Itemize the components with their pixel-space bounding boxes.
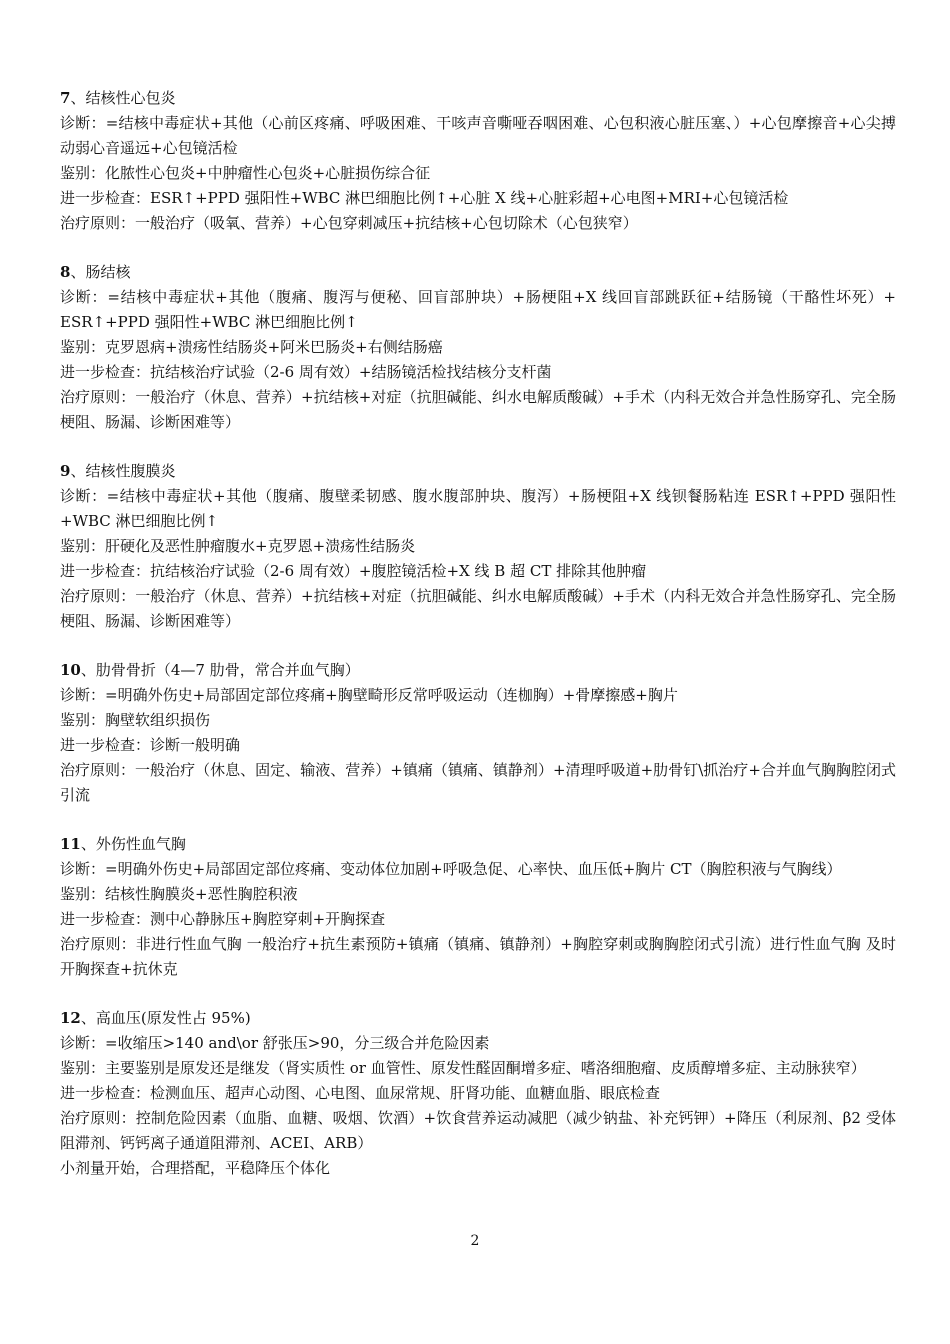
treatment-line: 治疗原则：一般治疗（休息、营养）+抗结核+对症（抗胆碱能、纠水电解质酸碱）+手术（内科无效合并急性肠穿孔、完全肠梗阻、肠漏、诊断困难等） (60, 388, 896, 431)
treatment-line: 治疗原则：一般治疗（休息、营养）+抗结核+对症（抗胆碱能、纠水电解质酸碱）+手术（内科无效合并急性肠穿孔、完全肠梗阻、肠漏、诊断困难等） (60, 587, 896, 630)
diagnosis-line: 诊断：=结核中毒症状+其他（腹痛、腹壁柔韧感、腹水腹部肿块、腹泻）+肠梗阻+X 线钡餐肠粘连 ESR↑+PPD 强阳性+WBC 淋巴细胞比例↑ (60, 487, 896, 530)
section-title: 7、结核性心包炎 (60, 89, 176, 107)
diagnosis-line: 诊断：=结核中毒症状+其他（心前区疼痛、呼吸困难、干咳声音嘶哑吞咽困难、心包积液心脏压塞、）+心包摩擦音+心尖搏动弱心音遥远+心包镜活检 (60, 114, 896, 157)
treatment-line: 治疗原则：控制危险因素（血脂、血糖、吸烟、饮酒）+饮食营养运动减肥（减少钠盐、补充钙钾）+降压（利尿剂、β2 受体阻滞剂、钙钙离子通道阻滞剂、ACEI、ARB） (60, 1109, 896, 1152)
differential-line: 鉴别：克罗恩病+溃疡性结肠炎+阿米巴肠炎+右侧结肠癌 (60, 338, 443, 356)
diagnosis-line: 诊断：=明确外伤史+局部固定部位疼痛、变动体位加剧+呼吸急促、心率快、血压低+胸片 CT（胸腔积液与气胸线） (60, 860, 842, 878)
differential-line: 鉴别：胸壁软组织损伤 (60, 711, 211, 729)
differential-line: 鉴别：结核性胸膜炎+恶性胸腔积液 (60, 885, 298, 903)
section-title: 12、高血压(原发性占 95%) (60, 1009, 251, 1027)
differential-line: 鉴别：主要鉴别是原发还是继发（肾实质性 or 血管性、原发性醛固酮增多症、嗜洛细胞瘤、皮质醇增多症、主动脉狭窄） (60, 1059, 866, 1077)
diagnosis-line: 诊断：=明确外伤史+局部固定部位疼痛+胸壁畸形反常呼吸运动（连枷胸）+骨摩擦感+胸片 (60, 686, 678, 704)
further-exam-line: 进一步检查：抗结核治疗试验（2-6 周有效）+结肠镜活检找结核分支杆菌 (60, 363, 552, 381)
diagnosis-line: 诊断：=收缩压>140 and\or 舒张压>90，分三级合并危险因素 (60, 1034, 490, 1052)
section-8 (60, 260, 896, 435)
treatment-line: 治疗原则：非进行性血气胸 一般治疗+抗生素预防+镇痛（镇痛、镇静剂）+胸腔穿刺或胸胸腔闭式引流）进行性血气胸 及时开胸探查+抗休克 (60, 935, 896, 978)
section-10 (60, 658, 896, 808)
diagnosis-line: 诊断：=结核中毒症状+其他（腹痛、腹泻与便秘、回盲部肿块）+肠梗阻+X 线回盲部跳跃征+结肠镜（干酪性坏死）+ ESR↑+PPD 强阳性+WBC 淋巴细胞比例↑ (60, 288, 896, 331)
section-11 (60, 832, 896, 982)
further-exam-line: 进一步检查：抗结核治疗试验（2-6 周有效）+腹腔镜活检+X 线 B 超 CT 排除其他肿瘤 (60, 562, 647, 580)
further-exam-line: 进一步检查：测中心静脉压+胸腔穿刺+开胸探查 (60, 910, 386, 928)
section-7 (60, 86, 896, 236)
further-exam-line: 进一步检查：ESR↑+PPD 强阳性+WBC 淋巴细胞比例↑+心脏 X 线+心脏彩超+心电图+MRI+心包镜活检 (60, 189, 789, 207)
section-title: 9、结核性腹膜炎 (60, 462, 176, 480)
treatment-note-line: 小剂量开始，合理搭配，平稳降压个体化 (60, 1159, 331, 1177)
document-page (60, 86, 896, 1205)
section-9 (60, 459, 896, 634)
section-title: 10、肋骨骨折（4—7 肋骨，常合并血气胸） (60, 661, 360, 679)
page-number: 2 (470, 1233, 480, 1249)
section-title: 8、肠结核 (60, 263, 131, 281)
further-exam-line: 进一步检查：诊断一般明确 (60, 736, 241, 754)
differential-line: 鉴别：肝硬化及恶性肿瘤腹水+克罗恩+溃疡性结肠炎 (60, 537, 416, 555)
differential-line: 鉴别：化脓性心包炎+中肿瘤性心包炎+心脏损伤综合征 (60, 164, 431, 182)
treatment-line: 治疗原则：一般治疗（休息、固定、输液、营养）+镇痛（镇痛、镇静剂）+清理呼吸道+肋骨钉\抓治疗+合并血气胸胸腔闭式引流 (60, 761, 896, 804)
further-exam-line: 进一步检查：检测血压、超声心动图、心电图、血尿常规、肝肾功能、血糖血脂、眼底检查 (60, 1084, 661, 1102)
section-12 (60, 1006, 896, 1181)
section-title: 11、外伤性血气胸 (60, 835, 186, 853)
treatment-line: 治疗原则：一般治疗（吸氧、营养）+心包穿刺减压+抗结核+心包切除术（心包狭窄） (60, 214, 638, 232)
